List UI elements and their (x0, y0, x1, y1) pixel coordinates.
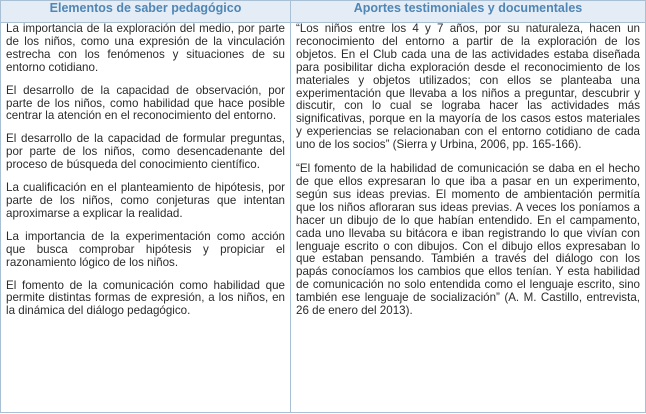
left-item-hipotesis: La cualificación en el planteamiento de hipótesis, por parte de los niños, como conjeturas que intentan aproximarse a explicar la realidad. (6, 181, 285, 220)
header-saber-pedagogico: Elementos de saber pedagógico (1, 1, 291, 23)
quote-castillo: “El fomento de la habilidad de comunicación se daba en el hecho de que ellos expresaran lo que iba a pasar en un experimento, según sus ideas previas. El momento de ambientación permitía que los niños afloraran sus ideas previas. A veces los poníamos a hacer un dibujo de lo que habían entendido. En el campamento, cada uno llevaba su bitácora e iban registrando lo que vivían con lenguaje escrito o con dibujos. Con el dibujo ellos expresaban lo que estaban pensando. También a través del diálogo con los papás conocíamos los cambios que ellos tenían. Y esta habilidad de comunicación no solo entendida como el lenguaje escrito, sino también ese lenguaje de socialización” (A. M. Castillo, entrevista, 26 de enero del 2013). (296, 162, 640, 318)
left-item-exploracion: La importancia de la exploración del medio, por parte de los niños, como una expresión de la vinculación estrecha con los fenómenos y situaciones de su entorno cotidiano. (6, 22, 285, 74)
quote-sierra-urbina: “Los niños entre los 4 y 7 años, por su naturaleza, hacen un reconocimiento del entorno a partir de la exploración de los objetos. En el Club cada una de las actividades estaba diseñada para posibilitar dicha exploración desde el reconocimiento de los materiales y objetos utilizados; con ellos se planteaba una experimentación que llevaba a los niños a preguntar, descubrir y discutir, con lo cual se lograba hacer las actividades más significativas, porque en la mayoría de los casos estos materiales y experiencias se relacionaban con el entorno cotidiano de cada uno de los socios” (Sierra y Urbina, 2006, pp. 165-166). (296, 22, 640, 152)
table-body-row (1, 23, 646, 413)
right-column (291, 23, 646, 413)
header-aportes-testimoniales: Aportes testimoniales y documentales (291, 1, 646, 23)
left-item-preguntas: El desarrollo de la capacidad de formular preguntas, por parte de los niños, como desencadenante del proceso de búsqueda del conocimiento científico. (6, 132, 285, 172)
table-header-row (1, 1, 646, 23)
left-item-experimentacion: La importancia de la experimentación como acción que busca comprobar hipótesis y propiciar el razonamiento lógico de los niños. (6, 229, 285, 269)
left-item-comunicacion: El fomento de la comunicación como habilidad que permite distintas formas de expresión, a los niños, en la dinámica del diálogo pedagógico. (6, 278, 285, 318)
left-column (1, 23, 291, 413)
left-item-observacion: El desarrollo de la capacidad de observación, por parte de los niños, como habilidad que hace posible centrar la atención en el reconocimiento del entorno. (6, 83, 285, 123)
